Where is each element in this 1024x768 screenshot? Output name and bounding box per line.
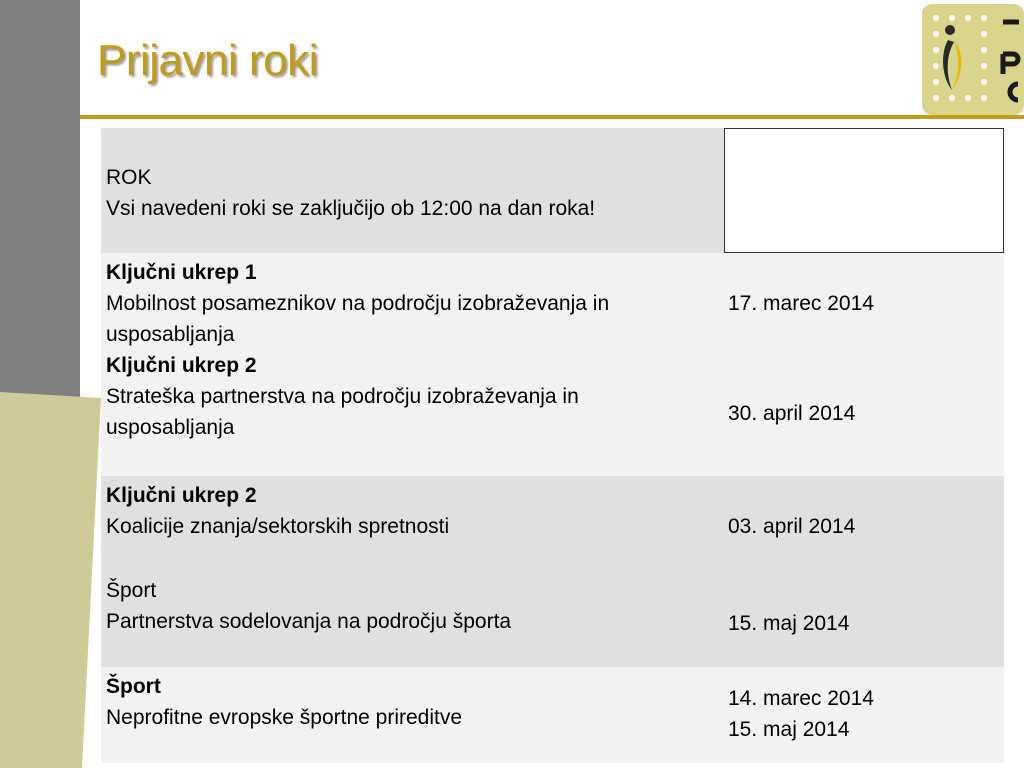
table-row (101, 253, 1004, 476)
deadline-date: 14. marec 2014 (728, 687, 874, 710)
header-empty-cell (724, 128, 1004, 253)
row-text: Mobilnost posameznikov na področju izobraževanja in (106, 292, 610, 315)
row-heading: Šport (106, 675, 161, 698)
row-heading: Ključni ukrep 2 (106, 484, 257, 507)
cpi-logo-icon (922, 4, 1024, 115)
row-text: Strateška partnerstva na področju izobraževanja in (106, 385, 579, 408)
header-label: ROK (106, 166, 152, 189)
cpi-logo (922, 4, 1024, 115)
table-cell (101, 253, 724, 476)
row-text: usposabljanja (106, 323, 235, 346)
row-text: Koalicije znanja/sektorskih spretnosti (106, 515, 450, 538)
header-cell (101, 128, 724, 253)
table-cell (101, 476, 724, 667)
date-cell (724, 253, 1004, 476)
deadline-date: 30. april 2014 (728, 402, 856, 425)
deadline-date: 03. april 2014 (728, 515, 856, 538)
table-row (101, 476, 1004, 667)
title-underline (80, 115, 1024, 119)
table-row (101, 667, 1004, 763)
deadline-date: 15. maj 2014 (728, 718, 850, 741)
row-text: Partnerstva sodelovanja na področju športa (106, 610, 512, 633)
row-text: Neprofitne evropske športne prireditve (106, 706, 463, 729)
slide-title: Prijavni roki (97, 36, 318, 85)
table-cell (101, 667, 724, 763)
table-header-row (101, 128, 1004, 253)
row-text: usposabljanja (106, 416, 235, 439)
date-cell (724, 476, 1004, 667)
row-heading: Ključni ukrep 2 (106, 354, 257, 377)
row-heading: Šport (106, 579, 157, 602)
date-cell (724, 667, 1004, 763)
row-heading: Ključni ukrep 1 (106, 261, 257, 284)
deadline-date: 17. marec 2014 (728, 292, 874, 315)
header-note: Vsi navedeni roki se zaključijo ob 12:00 na dan roka! (106, 197, 596, 220)
deadline-table (101, 128, 1004, 763)
deadline-date: 15. maj 2014 (728, 612, 850, 635)
